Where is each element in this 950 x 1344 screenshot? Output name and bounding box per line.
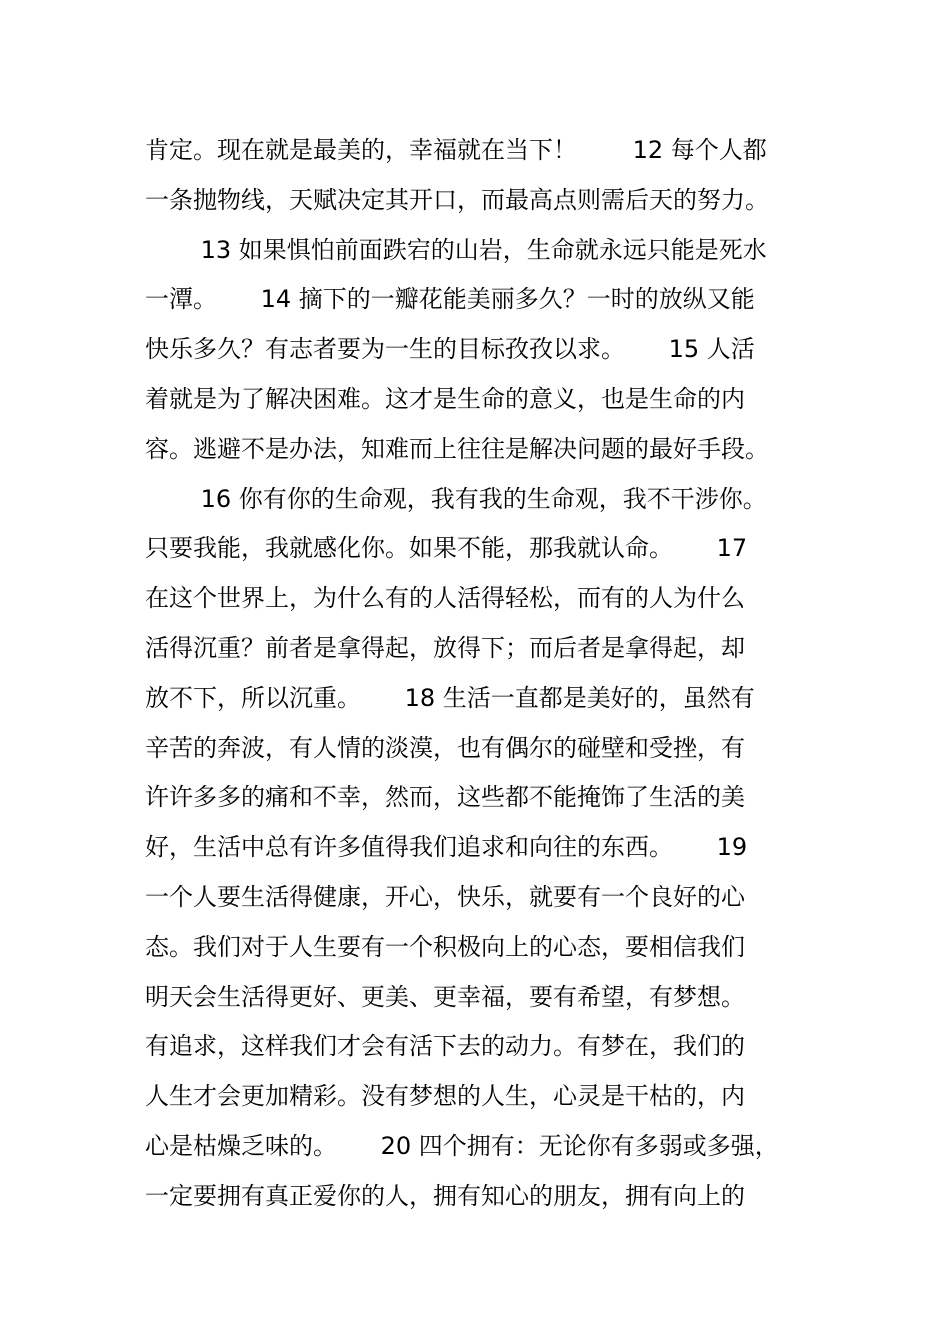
text-line: 好，生活中总有许多值得我们追求和向往的东西。 19 — [145, 833, 748, 862]
text-line: 许许多多的痛和不幸，然而，这些都不能掩饰了生活的美 — [145, 783, 745, 812]
text-line: 明天会生活得更好、更美、更幸福，要有希望，有梦想。 — [145, 982, 745, 1011]
text-line: 态。我们对于人生要有一个积极向上的心态，要相信我们 — [145, 932, 745, 961]
text-line: 一潭。 14 摘下的一瓣花能美丽多久？一时的放纵又能 — [145, 285, 755, 314]
text-line: 容。逃避不是办法，知难而上往往是解决问题的最好手段。 — [145, 434, 769, 463]
text-line: 放不下，所以沉重。 18 生活一直都是美好的，虽然有 — [145, 683, 755, 712]
text-line: 在这个世界上，为什么有的人活得轻松，而有的人为什么 — [145, 584, 745, 613]
text-line: 13 如果惧怕前面跌宕的山岩，生命就永远只能是死水 — [145, 235, 767, 264]
text-line: 一条抛物线，天赋决定其开口，而最高点则需后天的努力。 — [145, 185, 769, 214]
text-line: 着就是为了解决困难。这才是生命的意义，也是生命的内 — [145, 384, 745, 413]
text-line: 16 你有你的生命观，我有我的生命观，我不干涉你。 — [145, 484, 767, 513]
text-line: 一个人要生活得健康，开心，快乐，就要有一个良好的心 — [145, 882, 745, 911]
text-line: 快乐多久？有志者要为一生的目标孜孜以求。 15 人活 — [145, 335, 755, 364]
text-line: 只要我能，我就感化你。如果不能，那我就认命。 17 — [145, 534, 748, 563]
text-line: 一定要拥有真正爱你的人，拥有知心的朋友，拥有向上的 — [145, 1181, 745, 1210]
text-line: 肯定。现在就是最美的，幸福就在当下！ 12 每个人都 — [145, 136, 767, 164]
text-line: 人生才会更加精彩。没有梦想的人生，心灵是干枯的，内 — [145, 1082, 745, 1111]
body-text — [145, 126, 825, 1222]
text-line: 有追求，这样我们才会有活下去的动力。有梦在，我们的 — [145, 1032, 745, 1061]
text-line: 辛苦的奔波，有人情的淡漠，也有偶尔的碰壁和受挫，有 — [145, 733, 745, 762]
text-line: 心是枯燥乏味的。 20 四个拥有：无论你有多弱或多强， — [145, 1131, 779, 1160]
text-line: 活得沉重？前者是拿得起，放得下；而后者是拿得起，却 — [145, 633, 745, 662]
